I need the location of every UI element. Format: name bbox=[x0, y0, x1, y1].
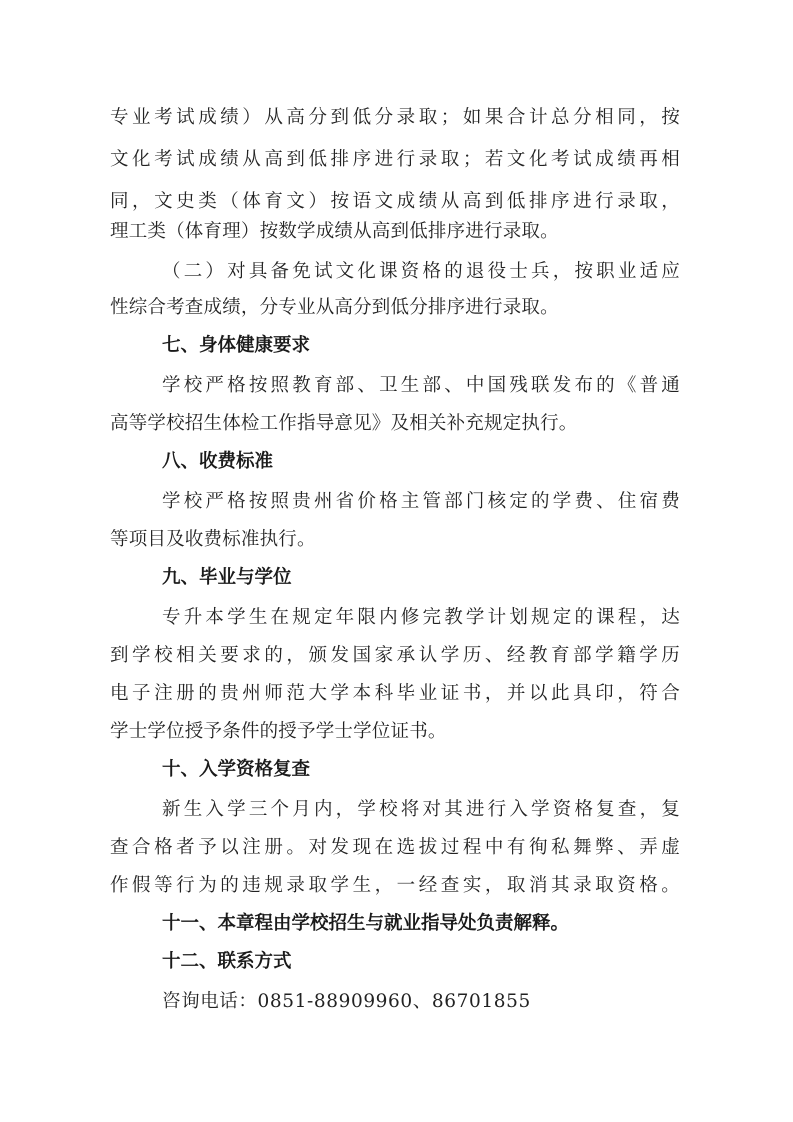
body-text-line: 到学校相关要求的，颁发国家承认学历、经教育部学籍学历 bbox=[110, 645, 680, 666]
body-text-line: 理工类（体育理）按数学成绩从高到低排序进行录取。 bbox=[110, 221, 559, 242]
body-text-line: 等项目及收费标准执行。 bbox=[110, 529, 316, 550]
body-text-line: 文化考试成绩从高到低排序进行录取；若文化考试成绩再相 bbox=[110, 149, 680, 170]
body-text-line: 专升本学生在规定年限内修完教学计划规定的课程，达 bbox=[162, 607, 680, 628]
section-heading-9: 九、毕业与学位 bbox=[162, 567, 292, 588]
body-text-line: （二）对具备免试文化课资格的退役士兵，按职业适应 bbox=[162, 261, 680, 282]
section-heading-10: 十、入学资格复查 bbox=[162, 759, 311, 780]
body-text-line: 同，文史类（体育文）按语文成绩从高到低排序进行录取， bbox=[110, 191, 680, 212]
section-heading-7: 七、身体健康要求 bbox=[162, 335, 311, 356]
section-heading-12: 十二、联系方式 bbox=[162, 951, 292, 972]
body-text-line: 专业考试成绩）从高分到低分录取；如果合计总分相同，按 bbox=[110, 107, 680, 128]
body-text-line: 学士学位授予条件的授予学士学位证书。 bbox=[110, 721, 447, 742]
body-text-line: 学校严格按照贵州省价格主管部门核定的学费、住宿费 bbox=[162, 491, 680, 512]
section-heading-8: 八、收费标准 bbox=[162, 451, 274, 472]
section-heading-11: 十一、本章程由学校招生与就业指导处负责解释。 bbox=[162, 913, 570, 934]
body-text-line: 电子注册的贵州师范大学本科毕业证书，并以此具印，符合 bbox=[110, 683, 680, 704]
body-text-line: 学校严格按照教育部、卫生部、中国残联发布的《普通 bbox=[162, 375, 680, 396]
body-text-line: 性综合考查成绩，分专业从高分到低分排序进行录取。 bbox=[110, 297, 559, 318]
contact-phone: 咨询电话：0851-88909960、86701855 bbox=[162, 991, 531, 1012]
body-text-line: 查合格者予以注册。对发现在选拔过程中有徇私舞弊、弄虚 bbox=[110, 837, 680, 858]
body-text-line: 作假等行为的违规录取学生，一经查实，取消其录取资格。 bbox=[110, 875, 680, 896]
body-text-line: 新生入学三个月内，学校将对其进行入学资格复查，复 bbox=[162, 799, 680, 820]
body-text-line: 高等学校招生体检工作指导意见》及相关补充规定执行。 bbox=[110, 413, 578, 434]
